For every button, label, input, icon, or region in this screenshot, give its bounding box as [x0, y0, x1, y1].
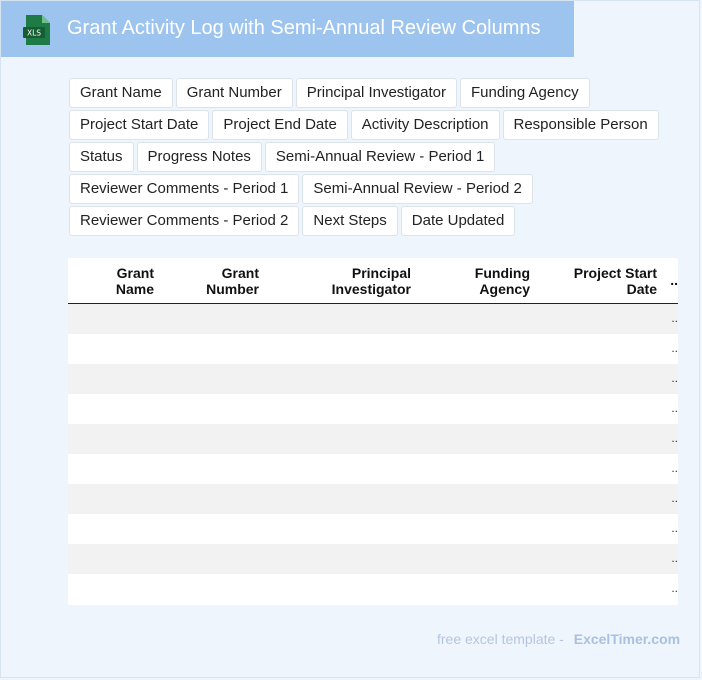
- chip-row: [69, 142, 689, 172]
- table-row[interactable]: [68, 544, 678, 574]
- table-body: [68, 304, 678, 604]
- column-header: [574, 265, 657, 297]
- column-chip-list: [69, 78, 689, 238]
- column-chip[interactable]: Next Steps: [302, 206, 397, 236]
- table-row[interactable]: [68, 424, 678, 454]
- row-overflow-marker: ..: [671, 371, 678, 385]
- table-row[interactable]: [68, 394, 678, 424]
- row-overflow-marker: ..: [671, 341, 678, 355]
- column-header-line: Number: [206, 281, 259, 297]
- excel-file-icon: [23, 14, 51, 46]
- column-chip[interactable]: Progress Notes: [137, 142, 262, 172]
- column-chip[interactable]: Project Start Date: [69, 110, 209, 140]
- row-overflow-marker: ..: [671, 311, 678, 325]
- column-chip[interactable]: Reviewer Comments - Period 2: [69, 206, 299, 236]
- row-overflow-marker: ..: [671, 521, 678, 535]
- row-overflow-marker: ..: [671, 551, 678, 565]
- table-row[interactable]: [68, 574, 678, 604]
- column-header: [206, 265, 259, 297]
- data-table: [68, 258, 678, 605]
- table-row[interactable]: [68, 484, 678, 514]
- row-overflow-marker: ..: [671, 581, 678, 595]
- row-overflow-marker: ..: [671, 431, 678, 445]
- column-chip[interactable]: Semi-Annual Review - Period 1: [265, 142, 495, 172]
- icon-label: XLS: [26, 28, 42, 38]
- chip-row: [69, 174, 689, 204]
- table-header: [68, 258, 678, 304]
- column-chip[interactable]: Activity Description: [351, 110, 500, 140]
- table-row[interactable]: [68, 514, 678, 544]
- column-chip[interactable]: Grant Number: [176, 78, 293, 108]
- chip-row: [69, 78, 689, 108]
- footer-brand-link[interactable]: ExcelTimer.com: [573, 631, 681, 647]
- title-banner: [1, 1, 574, 57]
- more-columns-indicator: ..: [670, 272, 678, 288]
- table-row[interactable]: [68, 334, 678, 364]
- footer-credit: [437, 631, 680, 647]
- column-header: [332, 265, 411, 297]
- table-row[interactable]: [68, 304, 678, 334]
- column-chip[interactable]: Status: [69, 142, 134, 172]
- column-chip[interactable]: Reviewer Comments - Period 1: [69, 174, 299, 204]
- column-header-line: Investigator: [331, 281, 411, 297]
- column-chip[interactable]: Principal Investigator: [296, 78, 457, 108]
- column-header-line: Project Start: [573, 265, 657, 281]
- chip-row: [69, 110, 689, 140]
- column-chip[interactable]: Semi-Annual Review - Period 2: [302, 174, 532, 204]
- column-chip[interactable]: Date Updated: [401, 206, 516, 236]
- footer-prefix: free excel template -: [437, 631, 564, 647]
- column-header-line: Grant: [116, 265, 154, 281]
- column-chip[interactable]: Responsible Person: [503, 110, 659, 140]
- column-header-line: Date: [626, 281, 657, 297]
- column-header-line: Name: [115, 281, 154, 297]
- chip-row: [69, 206, 689, 236]
- column-header-line: Principal: [351, 265, 411, 281]
- table-row[interactable]: [68, 364, 678, 394]
- column-header-line: Grant: [221, 265, 259, 281]
- column-chip[interactable]: Funding Agency: [460, 78, 590, 108]
- row-overflow-marker: ..: [671, 461, 678, 475]
- column-chip[interactable]: Project End Date: [212, 110, 347, 140]
- row-overflow-marker: ..: [671, 491, 678, 505]
- row-overflow-marker: ..: [671, 401, 678, 415]
- column-header-line: Funding: [474, 265, 530, 281]
- column-header: [475, 265, 530, 297]
- table-row[interactable]: [68, 454, 678, 484]
- column-header-line: Agency: [479, 281, 530, 297]
- column-chip[interactable]: Grant Name: [69, 78, 173, 108]
- page-title: Grant Activity Log with Semi-Annual Review Columns: [67, 17, 541, 39]
- column-header: [116, 265, 154, 297]
